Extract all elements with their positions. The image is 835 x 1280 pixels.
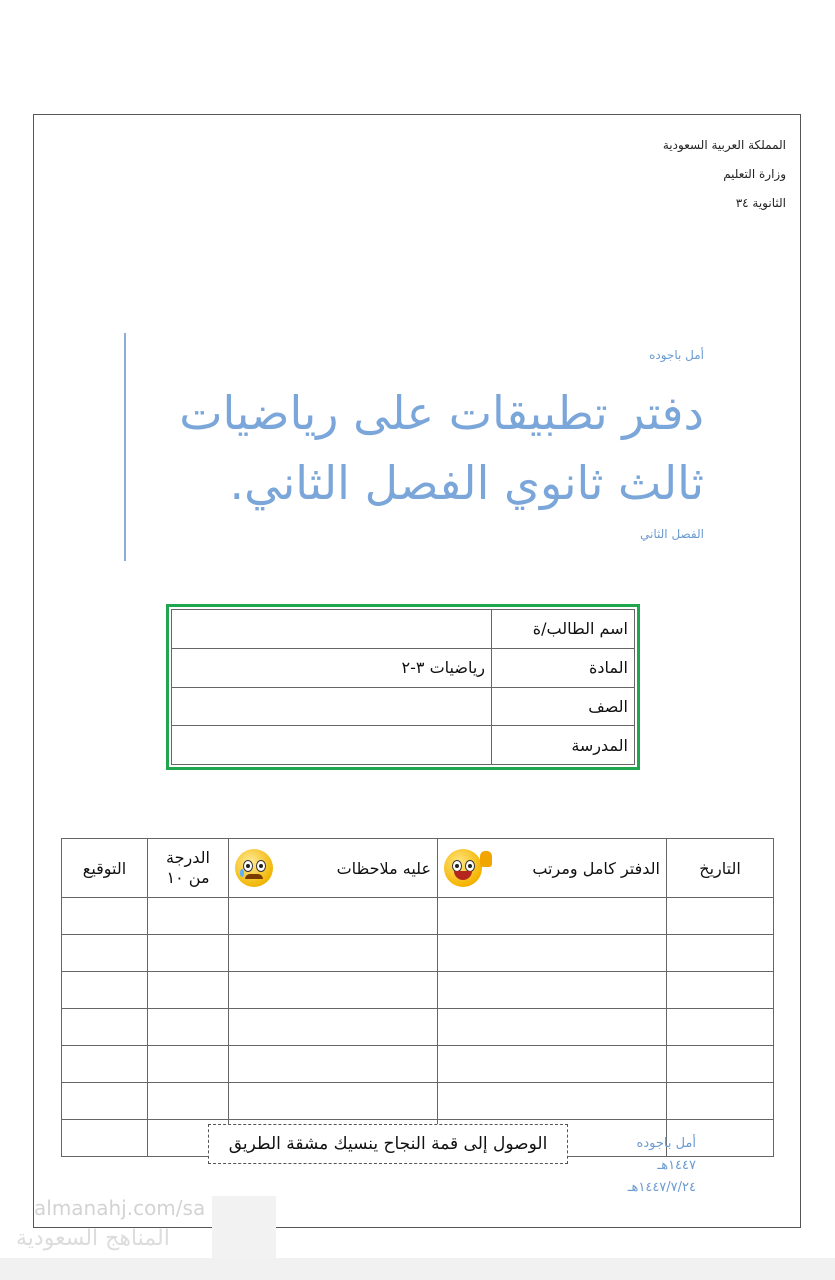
ministry-header (663, 131, 786, 218)
footer-note-line1: أمل باجوده ١٤٤٧هـ (636, 1136, 696, 1173)
header-complete (438, 839, 667, 898)
student-info-box (166, 604, 640, 770)
header-signature (62, 839, 148, 898)
tracker-cell[interactable] (667, 972, 774, 1009)
info-row-school (172, 726, 635, 765)
tracker-cell[interactable] (148, 1083, 229, 1120)
table-row (62, 972, 774, 1009)
table-row (62, 898, 774, 935)
tracker-cell[interactable] (62, 1009, 148, 1046)
tracker-cell[interactable] (229, 1009, 438, 1046)
tracker-cell[interactable] (148, 898, 229, 935)
info-label: المادة (492, 648, 635, 687)
tracker-cell[interactable] (229, 1046, 438, 1083)
info-value[interactable] (172, 726, 492, 765)
table-row (62, 1009, 774, 1046)
tracker-cell[interactable] (229, 898, 438, 935)
tracker-cell[interactable] (148, 1046, 229, 1083)
tracker-cell[interactable] (62, 1120, 148, 1157)
header-date-label: التاريخ (699, 858, 741, 878)
tracker-cell[interactable] (62, 972, 148, 1009)
watermark-name: المناهج السعودية (16, 1226, 170, 1251)
tracker-cell[interactable] (438, 1046, 667, 1083)
tracker-cell[interactable] (62, 1046, 148, 1083)
tracker-cell[interactable] (438, 972, 667, 1009)
info-value[interactable]: رياضيات ٣-٢ (172, 648, 492, 687)
motivational-quote: الوصول إلى قمة النجاح ينسيك مشقة الطريق (228, 1134, 548, 1154)
table-row (62, 935, 774, 972)
tracker-cell[interactable] (438, 1009, 667, 1046)
header-complete-label: الدفتر كامل ومرتب (532, 858, 660, 878)
table-row (62, 1046, 774, 1083)
tracker-cell[interactable] (62, 935, 148, 972)
info-value[interactable] (172, 610, 492, 649)
info-row-class (172, 687, 635, 726)
tracker-cell[interactable] (667, 935, 774, 972)
tracker-cell[interactable] (229, 935, 438, 972)
tracker-cell[interactable] (62, 898, 148, 935)
header-notes-label: عليه ملاحظات (336, 858, 431, 878)
crying-face-icon (235, 849, 273, 887)
cover-subtitle: الفصل الثاني (640, 527, 704, 541)
header-notes (229, 839, 438, 898)
student-info-table (171, 609, 635, 765)
tracker-cell[interactable] (148, 1009, 229, 1046)
tracker-cell[interactable] (62, 1083, 148, 1120)
cover-author: أمل باجوده (649, 348, 704, 362)
notebook-tracker-table (61, 838, 774, 1157)
header-ministry: وزارة التعليم (723, 167, 786, 181)
tracker-cell[interactable] (148, 972, 229, 1009)
tracker-cell[interactable] (667, 1009, 774, 1046)
info-row-student-name (172, 610, 635, 649)
bottom-strip (0, 1258, 835, 1280)
tracker-cell[interactable] (438, 935, 667, 972)
tracker-body (62, 898, 774, 1157)
header-country: المملكة العربية السعودية (662, 138, 786, 152)
info-row-subject (172, 648, 635, 687)
header-date (667, 839, 774, 898)
tracker-cell[interactable] (148, 935, 229, 972)
tracker-cell[interactable] (667, 898, 774, 935)
watermark-url: almanahj.com/sa (34, 1196, 206, 1220)
info-label: اسم الطالب/ة (492, 610, 635, 649)
header-grade-line2: من ١٠ (166, 868, 210, 887)
table-row (62, 1083, 774, 1120)
happy-thumbs-up-icon (444, 849, 482, 887)
header-grade-line1: الدرجة (166, 848, 210, 867)
tracker-cell[interactable] (667, 1083, 774, 1120)
motivational-quote-box (208, 1124, 568, 1164)
tracker-cell[interactable] (229, 1083, 438, 1120)
tracker-cell[interactable] (438, 898, 667, 935)
header-grade (148, 839, 229, 898)
footer-note-date: ١٤٤٧/٧/٢٤هـ (627, 1180, 696, 1195)
tracker-cell[interactable] (229, 972, 438, 1009)
header-signature-label: التوقيع (82, 858, 127, 878)
info-value[interactable] (172, 687, 492, 726)
tracker-header-row (62, 839, 774, 898)
info-label: المدرسة (492, 726, 635, 765)
tracker-cell[interactable] (667, 1046, 774, 1083)
footer-author-note (612, 1133, 696, 1199)
tracker-cell[interactable] (438, 1083, 667, 1120)
cover-title: دفتر تطبيقات على رياضيات ثالث ثانوي الفصل الثاني. (179, 386, 704, 510)
header-school: الثانوية ٣٤ (735, 196, 786, 210)
info-label: الصف (492, 687, 635, 726)
